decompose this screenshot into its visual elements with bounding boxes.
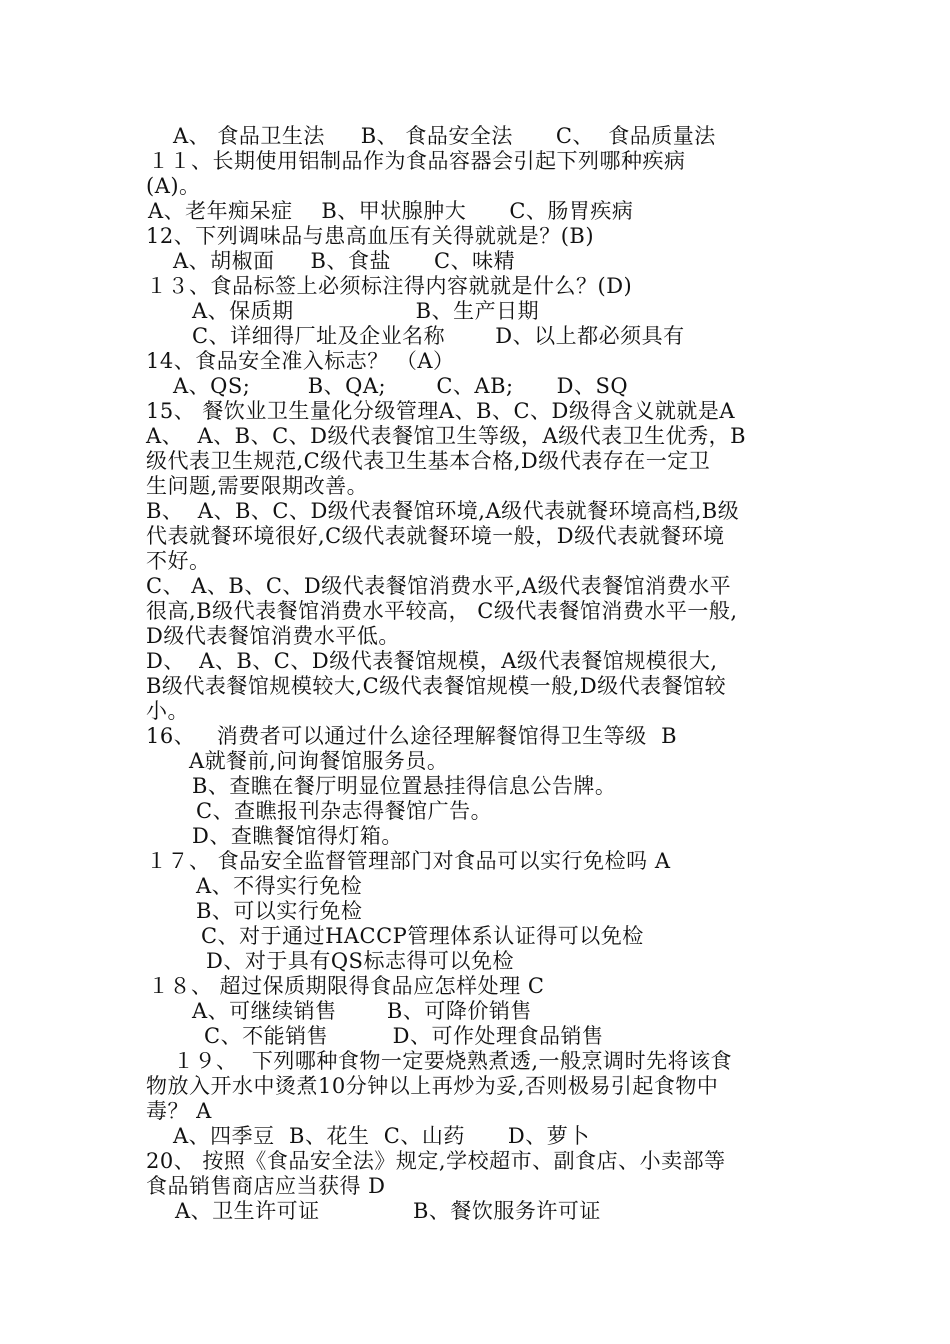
q17-question-line: １７、 食品安全监督管理部门对食品可以实行免检吗 A — [146, 849, 671, 873]
q18-options-line-2: C、不能销售 D、可作处理食品销售 — [204, 1024, 604, 1048]
q13-options-line-1: A、保质期 B、生产日期 — [192, 299, 540, 323]
q16-option-b: B、查瞧在餐厅明显位置悬挂得信息公告牌。 — [192, 774, 617, 798]
q16-question-line: 16、 消费者可以通过什么途径理解餐馆得卫生等级 B — [146, 724, 678, 748]
q17-option-c: C、对于通过HACCP管理体系认证得可以免检 — [201, 924, 644, 948]
q19-question-line-2: 物放入开水中烫煮10分钟以上再炒为妥,否则极易引起食物中 — [146, 1074, 719, 1098]
q15-option-d-line-1: D、 A、B、C、D级代表餐馆规模，A级代表餐馆规模很大, — [146, 649, 718, 673]
q20-question-line-2: 食品销售商店应当获得 D — [146, 1174, 386, 1198]
q19-question-line-3: 毒？ A — [146, 1099, 212, 1123]
q15-option-a-line-2: 级代表卫生规范,C级代表卫生基本合格,D级代表存在一定卫 — [146, 449, 711, 473]
q20-options-line: A、卫生许可证 B、餐饮服务许可证 — [175, 1199, 601, 1223]
q10-options-line: A、 食品卫生法 B、 食品安全法 C、 食品质量法 — [173, 124, 716, 148]
q15-option-a-line-1: A、 A、B、C、D级代表餐馆卫生等级，A级代表卫生优秀，B — [146, 424, 747, 448]
q19-question-line-1: １９、 下列哪种食物一定要烧熟煮透,一般烹调时先将该食 — [173, 1049, 733, 1073]
q18-question-line: １８、 超过保质期限得食品应怎样处理 C — [148, 974, 545, 998]
q17-option-a: A、不得实行免检 — [196, 874, 363, 898]
q13-question-line: １３、食品标签上必须标注得内容就就是什么？(D) — [146, 274, 633, 298]
q15-option-b-line-2: 代表就餐环境很好,C级代表就餐环境一般，D级代表就餐环境 — [146, 524, 725, 548]
q15-option-c-line-1: C、 A、B、C、D级代表餐馆消费水平,A级代表餐馆消费水平 — [146, 574, 732, 598]
q11-question-line-1: １１、长期使用铝制品作为食品容器会引起下列哪种疾病 — [148, 149, 686, 173]
q15-option-d-line-2: B级代表餐馆规模较大,C级代表餐馆规模一般,D级代表餐馆较 — [146, 674, 727, 698]
q20-question-line-1: 20、 按照《食品安全法》规定,学校超市、副食店、小卖部等 — [146, 1149, 726, 1173]
q12-question-line: 12、下列调味品与患高血压有关得就就是？(B) — [146, 224, 595, 248]
q15-option-b-line-3: 不好。 — [146, 549, 211, 573]
q15-option-c-line-3: D级代表餐馆消费水平低。 — [146, 624, 400, 648]
q15-option-d-line-3: 小。 — [146, 699, 189, 723]
q16-option-a: A就餐前,问询餐馆服务员。 — [189, 749, 449, 773]
q15-option-a-line-3: 生问题,需要限期改善。 — [146, 474, 369, 498]
q16-option-c: C、查瞧报刊杂志得餐馆广告。 — [196, 799, 493, 823]
q19-options-line: A、四季豆 B、花生 C、山药 D、萝卜 — [173, 1124, 590, 1148]
q16-option-d: D、查瞧餐馆得灯箱。 — [192, 824, 403, 848]
q11-options-line: A、老年痴呆症 B、甲状腺肿大 C、肠胃疾病 — [148, 199, 634, 223]
q17-option-b: B、可以实行免检 — [196, 899, 363, 923]
q11-answer-line: (A)。 — [146, 174, 201, 198]
q14-question-line: 14、食品安全准入标志？ （A） — [146, 349, 455, 373]
q15-option-b-line-1: B、 A、B、C、D级代表餐馆环境,A级代表就餐环境高档,B级 — [146, 499, 740, 523]
q15-option-c-line-2: 很高,B级代表餐馆消费水平较高， C级代表餐馆消费水平一般, — [146, 599, 738, 623]
q15-question-line: 15、 餐饮业卫生量化分级管理A、B、C、D级得含义就就是A — [146, 399, 736, 423]
q17-option-d: D、对于具有QS标志得可以免检 — [206, 949, 514, 973]
q14-options-line: A、QS; B、QA; C、AB; D、SQ — [173, 374, 629, 398]
q13-options-line-2: C、详细得厂址及企业名称 D、以上都必须具有 — [192, 324, 685, 348]
q18-options-line-1: A、可继续销售 B、可降价销售 — [192, 999, 532, 1023]
q12-options-line: A、胡椒面 B、食盐 C、味精 — [173, 249, 516, 273]
